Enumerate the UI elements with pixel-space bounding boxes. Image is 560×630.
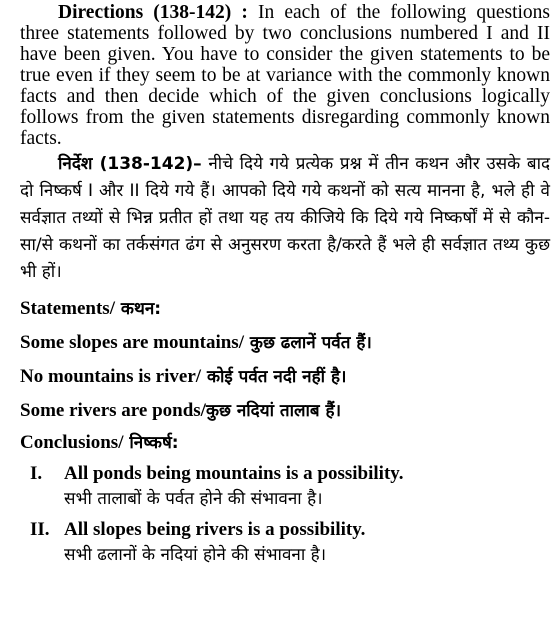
- statement-3-hi: कुछ नदियां तालाब हैं।: [205, 401, 342, 421]
- conclusions-heading-en: Conclusions/: [20, 432, 124, 453]
- statements-heading: [20, 296, 550, 322]
- conclusion-1-number: I.: [30, 463, 43, 484]
- statement-2-en: No mountains is river/: [20, 366, 202, 387]
- statement-3-en: Some rivers are ponds/: [20, 400, 206, 421]
- conclusion-2-en: All slopes being rivers is a possibility.: [64, 519, 366, 540]
- conclusions-heading: [20, 430, 550, 456]
- statements-heading-hi: कथन:: [114, 299, 162, 319]
- conclusion-1-hi: सभी तालाबों के पर्वत होने की संभावना है।: [64, 489, 323, 509]
- conclusion-1: [30, 462, 550, 512]
- question-page: [20, 0, 550, 568]
- statement-2: [20, 364, 550, 390]
- conclusion-2-number: II.: [30, 519, 50, 540]
- directions-hindi: [20, 151, 550, 286]
- statement-2-hi: कोई पर्वत नदी नहीं है।: [201, 367, 347, 387]
- conclusion-1-body: [64, 462, 550, 512]
- statement-1: [20, 330, 550, 356]
- statement-1-hi: कुछ ढलानें पर्वत हैं।: [243, 333, 372, 353]
- statement-3: [20, 398, 550, 424]
- directions-english-text: In each of the following questions three statements followed by two conclusions numbered I and II have been given. You have to consider the given statements to be true even if they seem to be at variance with the commonly known facts and then decide which of the given conclusions logically follows from the given statements disregarding commonly known facts.: [20, 2, 550, 149]
- conclusions-heading-hi: निष्कर्ष:: [123, 433, 179, 453]
- statement-1-en: Some slopes are mountains/: [20, 332, 244, 353]
- conclusion-2-hi: सभी ढलानों के नदियां होने की संभावना है।: [64, 545, 327, 565]
- directions-english: [20, 0, 550, 149]
- conclusion-2-body: [64, 518, 550, 568]
- conclusion-1-en: All ponds being mountains is a possibility.: [64, 463, 404, 484]
- directions-english-lead: Directions (138-142) :: [58, 2, 248, 23]
- directions-hindi-lead: निर्देश (138-142)–: [58, 154, 202, 174]
- directions-hindi-text: नीचे दिये गये प्रत्येक प्रश्न में तीन कथन और उसके बाद दो निष्कर्ष I और II दिये गये हैं। आपको दिये गये कथनों को सत्य मानना है, भले ही वे सर्वज्ञात तथ्यों से भिन्न प्रतीत हों तथा यह तय कीजिये कि दिये गये निष्कर्षों में से कौन-सा/से कथनों का तर्कसंगत ढंग से अनुसरण करता है/करते हैं भले ही सर्वज्ञात तथ्य कुछ भी हों।: [20, 154, 550, 282]
- conclusion-2: [30, 518, 550, 568]
- statements-heading-en: Statements/: [20, 298, 115, 319]
